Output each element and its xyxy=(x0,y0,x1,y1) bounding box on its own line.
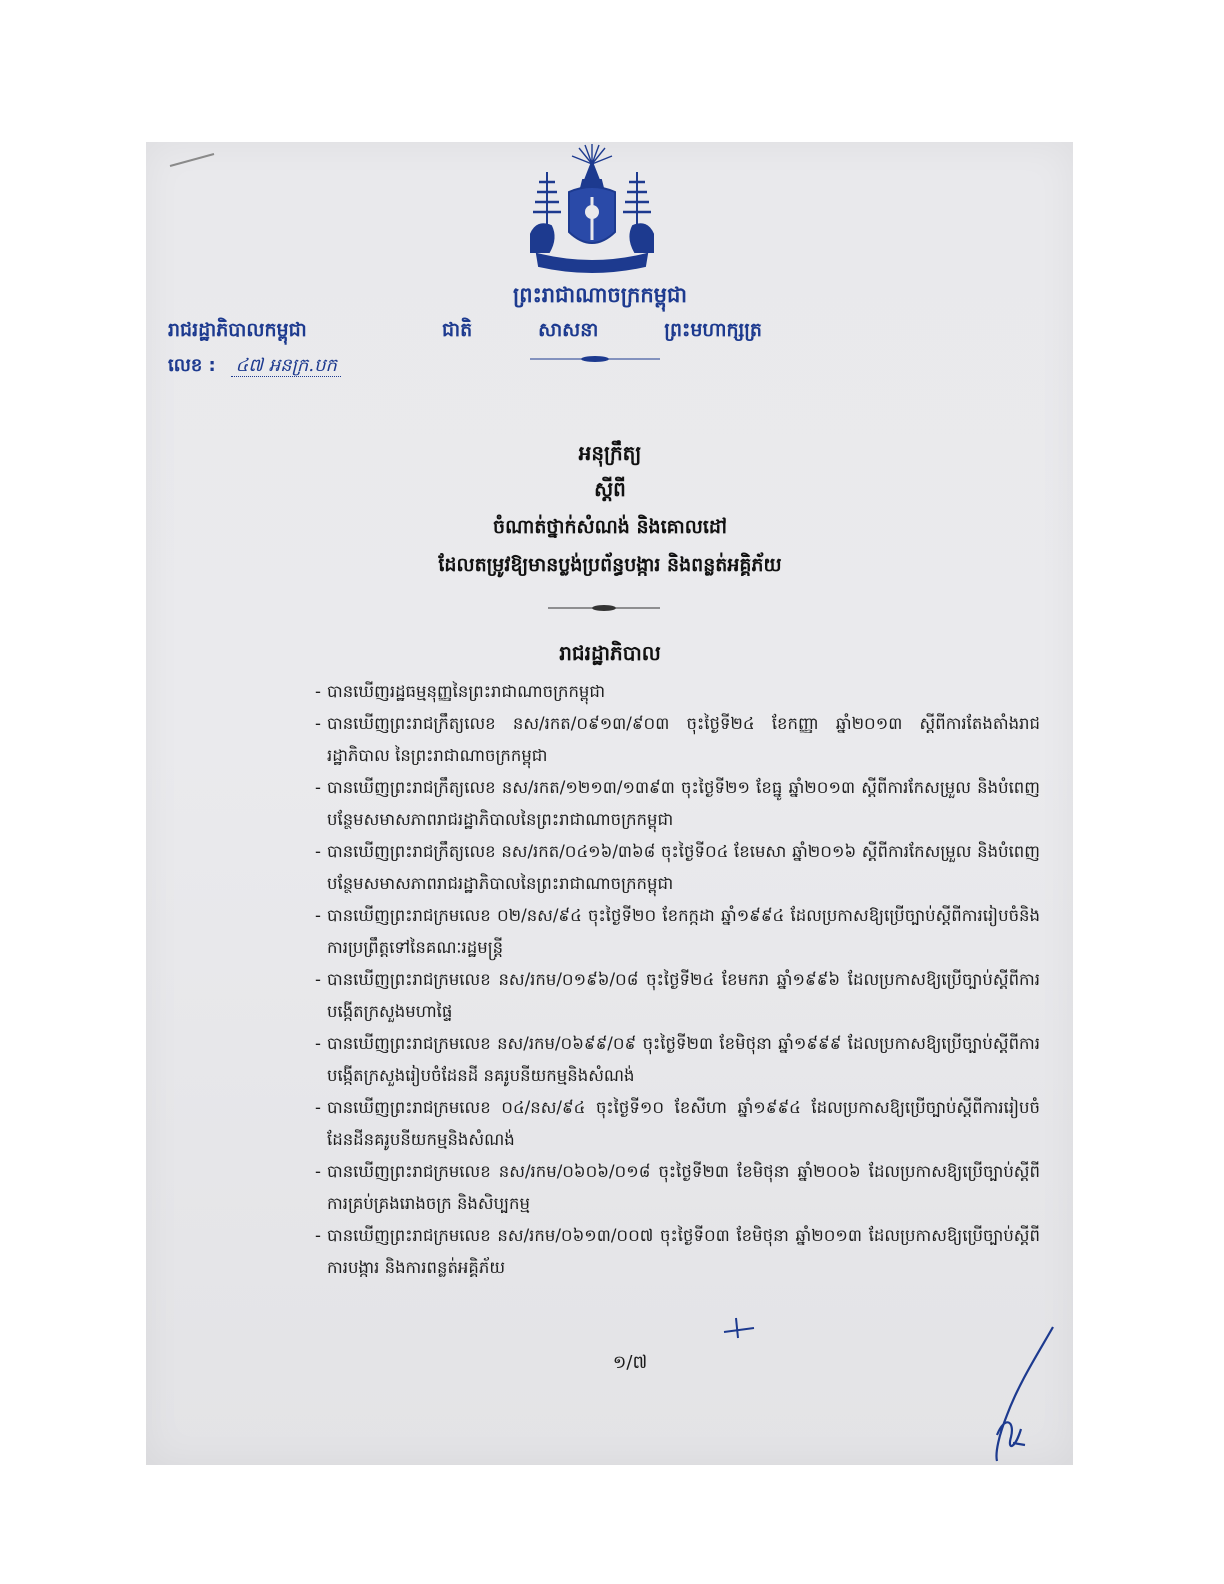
list-item: - បានឃើញព្រះរាជក្រមលេខ នស/រកម/០៦០៦/០១៨ ចុះថ្ងៃទី២៣ ខែមិថុនា ឆ្នាំ២០០៦ ដែលប្រកាសឱ្យប្រើច្បាប់ស្តីពីការគ្រប់គ្រងរោងចក្រ និងសិប្បកម្ម xyxy=(315,1162,1040,1213)
motto-nation: ជាតិ xyxy=(442,319,473,341)
list-item: - បានឃើញព្រះរាជក្រមលេខ ០៤/នស/៩៤ ចុះថ្ងៃទី១០ ខែសីហា ឆ្នាំ១៩៩៤ ដែលប្រកាសឱ្យប្រើច្បាប់ស្តីពីការរៀបចំដែនដីនគរូបនីយកម្មនិងសំណង់ xyxy=(315,1098,1040,1149)
document-number xyxy=(168,353,341,380)
issuing-authority: រាជរដ្ឋាភិបាលកម្ពុជា xyxy=(168,319,307,341)
list-item: - បានឃើញព្រះរាជក្រមលេខ ០២/នស/៩៤ ចុះថ្ងៃទី២០ ខែកក្កដា ឆ្នាំ១៩៩៤ ដែលប្រកាសឱ្យប្រើច្បាប់ស្តីពីការរៀបចំនិងការប្រព្រឹត្តទៅនៃគណៈរដ្ឋមន្ត្រី xyxy=(315,906,1040,957)
national-motto xyxy=(442,318,762,346)
pen-mark xyxy=(168,150,218,170)
document-type: អនុក្រឹត្យ xyxy=(578,441,642,465)
royal-coat-of-arms-icon xyxy=(517,142,667,280)
list-item: - បានឃើញព្រះរាជក្រមលេខ នស/រកម/០១៩៦/០៨ ចុះថ្ងៃទី២៤ ខែមករា ឆ្នាំ១៩៩៦ ដែលប្រកាសឱ្យប្រើច្បាប់ស្តីពីការបង្កើតក្រសួងមហាផ្ទៃ xyxy=(315,970,1040,1021)
page-number: ១/៧ xyxy=(612,1352,648,1373)
title-about: ស្តីពី xyxy=(594,477,626,501)
list-item: - បានឃើញព្រះរាជក្រមលេខ នស/រកម/០៦៩៩/០៩ ចុះថ្ងៃទី២៣ ខែមិថុនា ឆ្នាំ១៩៩៩ ដែលប្រកាសឱ្យប្រើច្បាប់ស្តីពីការបង្កើតក្រសួងរៀបចំដែនដី នគរូបនីយកម្មនិងសំណង់ xyxy=(315,1034,1040,1085)
list-item: - បានឃើញព្រះរាជក្រមលេខ នស/រកម/០៦១៣/០០៧ ចុះថ្ងៃទី០៣ ខែមិថុនា ឆ្នាំ២០១៣ ដែលប្រកាសឱ្យប្រើច្បាប់ស្តីពីការបង្ការ និងការពន្លត់អគ្គិភ័យ xyxy=(315,1226,1040,1277)
list-item: - បានឃើញព្រះរាជក្រឹត្យលេខ នស/រកត/១២១៣/១៣៩៣ ចុះថ្ងៃទី២១ ខែធ្នូ ឆ្នាំ២០១៣ ស្តីពីការកែសម្រួល និងបំពេញបន្ថែមសមាសភាពរាជរដ្ឋាភិបាលនៃព្រះរាជាណាចក្រកម្ពុជា xyxy=(315,778,1040,829)
initial-mark xyxy=(720,1314,760,1340)
motto-religion: សាសនា xyxy=(538,319,599,341)
header-divider xyxy=(530,354,660,364)
title-subject-line2: ដែលតម្រូវឱ្យមានប្លង់ប្រព័ន្ធបង្ការ និងពន្លត់អគ្គិភ័យ xyxy=(438,554,782,576)
signature-mark xyxy=(985,1325,1060,1465)
list-item: - បានឃើញព្រះរាជក្រឹត្យលេខ នស/រកត/០៩១៣/៩០៣ ចុះថ្ងៃទី២៤ ខែកញ្ញា ឆ្នាំ២០១៣ ស្តីពីការតែងតាំងរាជរដ្ឋាភិបាល នៃព្រះរាជាណាចក្រកម្ពុជា xyxy=(315,714,1040,765)
title-divider xyxy=(548,603,660,613)
list-item: - បានឃើញព្រះរាជក្រឹត្យលេខ នស/រកត/០៤១៦/៣៦៨ ចុះថ្ងៃទី០៤ ខែមេសា ឆ្នាំ២០១៦ ស្តីពីការកែសម្រួល និងបំពេញបន្ថែមសមាសភាពរាជរដ្ឋាភិបាលនៃព្រះរាជាណាចក្រកម្ពុជា xyxy=(315,842,1040,893)
title-subject-line1: ចំណាត់ថ្នាក់សំណង់ និងគោលដៅ xyxy=(493,516,727,538)
preamble-list xyxy=(315,676,1040,1284)
list-item: - បានឃើញរដ្ឋធម្មនុញ្ញនៃព្រះរាជាណាចក្រកម្ពុជា xyxy=(315,682,606,701)
kingdom-title: ព្រះរាជាណាចក្រកម្ពុជា xyxy=(512,283,687,307)
document-number-value: ៤៧ អនក្រ.បក xyxy=(231,355,340,377)
motto-king: ព្រះមហាក្សត្រ xyxy=(664,319,762,341)
government-heading: រាជរដ្ឋាភិបាល xyxy=(559,641,661,665)
document-number-label: លេខ : xyxy=(168,355,216,376)
